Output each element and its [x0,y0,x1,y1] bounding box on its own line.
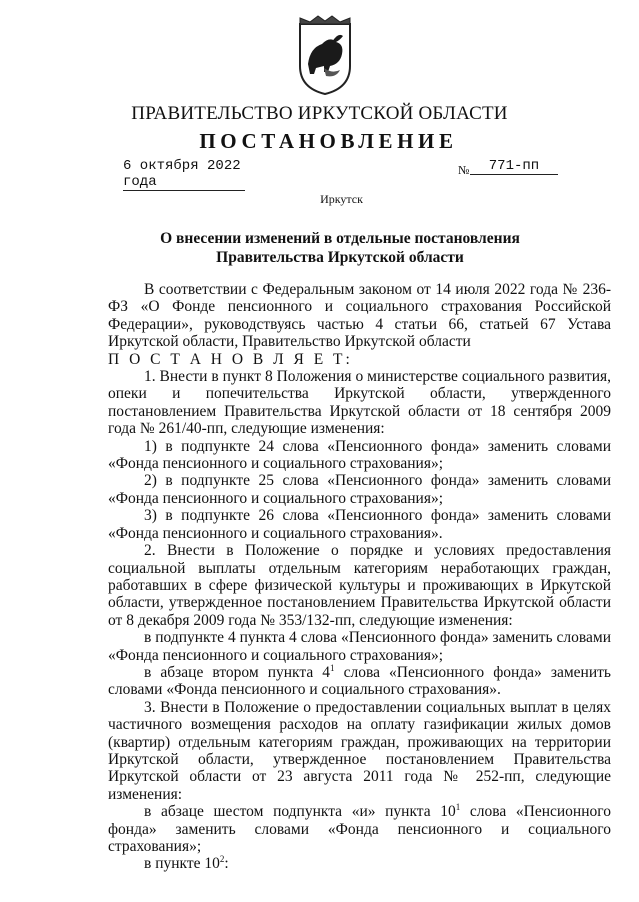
subparagraph-1-1: 1) в подпункте 24 слова «Пенсионного фонда» заменить словами «Фонда пенсионного и социального страхования»; [108,437,611,473]
document-type: ПОСТАНОВЛЕНИЕ [199,129,458,153]
coat-of-arms-icon [296,14,354,96]
superscript: 1 [330,662,335,673]
superscript: 2 [219,854,225,865]
subparagraph-3-2-end: : [224,855,229,873]
subparagraph-2-2-start: в абзаце втором пункта 4 [144,663,331,681]
paragraph-3: 3. Внести в Положение о предоставлении социальных выплат в целях частичного возмещения расходов на оплату газификации жилых домов (квартир) отдельным категориям граждан, проживающих на территории Иркутской области, утвержденное постановлением Правительства Иркутской области от 23 августа 2011 года № 252-пп, следующие изменения: [108,698,611,803]
paragraph-intro: В соответствии с Федеральным законом от 14 июля 2022 года № 236-ФЗ «О Фонде пенсионного и социального страхования Российской Федерации», руководствуясь частью 4 статьи 66, статьей 67 Устава Иркутской области, Правительство Иркутской области [108,281,611,351]
subparagraph-3-1 [108,803,611,855]
organization-name: ПРАВИТЕЛЬСТВО ИРКУТСКОЙ ОБЛАСТИ [131,103,508,124]
subparagraph-3-1-end: слова «Пенсионного фонда» заменить словами «Фонда пенсионного и социального страхования»; [108,803,611,855]
document-number: 771-пп [470,158,558,175]
subparagraph-1-2: 2) в подпункте 25 слова «Пенсионного фонда» заменить словами «Фонда пенсионного и социального страхования»; [108,472,611,507]
paragraph-2: 2. Внести в Положение о порядке и условиях предоставления социальной выплаты отдельным категориям неработающих граждан, работавших в сфере физической культуры и проживающих в Иркутской области, утвержденное постановлением Правительства Иркутской области от 8 декабря 2009 года № 353/132-пп, следующие изменения: [108,542,611,629]
paragraph-1: 1. Внести в пункт 8 Положения о министерстве социального развития, опеки и попечительства Иркутской области, утвержденного постановлением Правительства Иркутской области от 18 сентября 2009 года № 261/40-пп, следующие изменения: [108,368,611,438]
subparagraph-3-2 [108,855,611,872]
document-title: О внесении изменений в отдельные постановления Правительства Иркутской области [160,230,520,266]
subparagraph-3-1-start: в абзаце шестом подпункта «и» пункта 10 [144,803,456,821]
decree-word: П О С Т А Н О В Л Я Е Т: [108,350,353,368]
subparagraph-1-3: 3) в подпункте 26 слова «Пенсионного фонда» заменить словами «Фонда пенсионного и социального страхования». [108,507,611,542]
document-body [108,281,611,873]
subparagraph-2-2-end: слова «Пенсионного фонда» заменить словами «Фонда пенсионного и социального страхования». [108,663,611,699]
city-name: Иркутск [320,192,363,206]
subparagraph-2-1: в подпункте 4 пункта 4 слова «Пенсионного фонда» заменить словами «Фонда пенсионного и социального страхования»; [108,629,611,664]
document-date: 6 октября 2022 года [123,158,245,191]
number-label: № [458,163,470,177]
subparagraph-2-2 [108,664,611,699]
subparagraph-3-2-start: в пункте 10 [144,855,220,873]
superscript: 1 [455,802,461,813]
